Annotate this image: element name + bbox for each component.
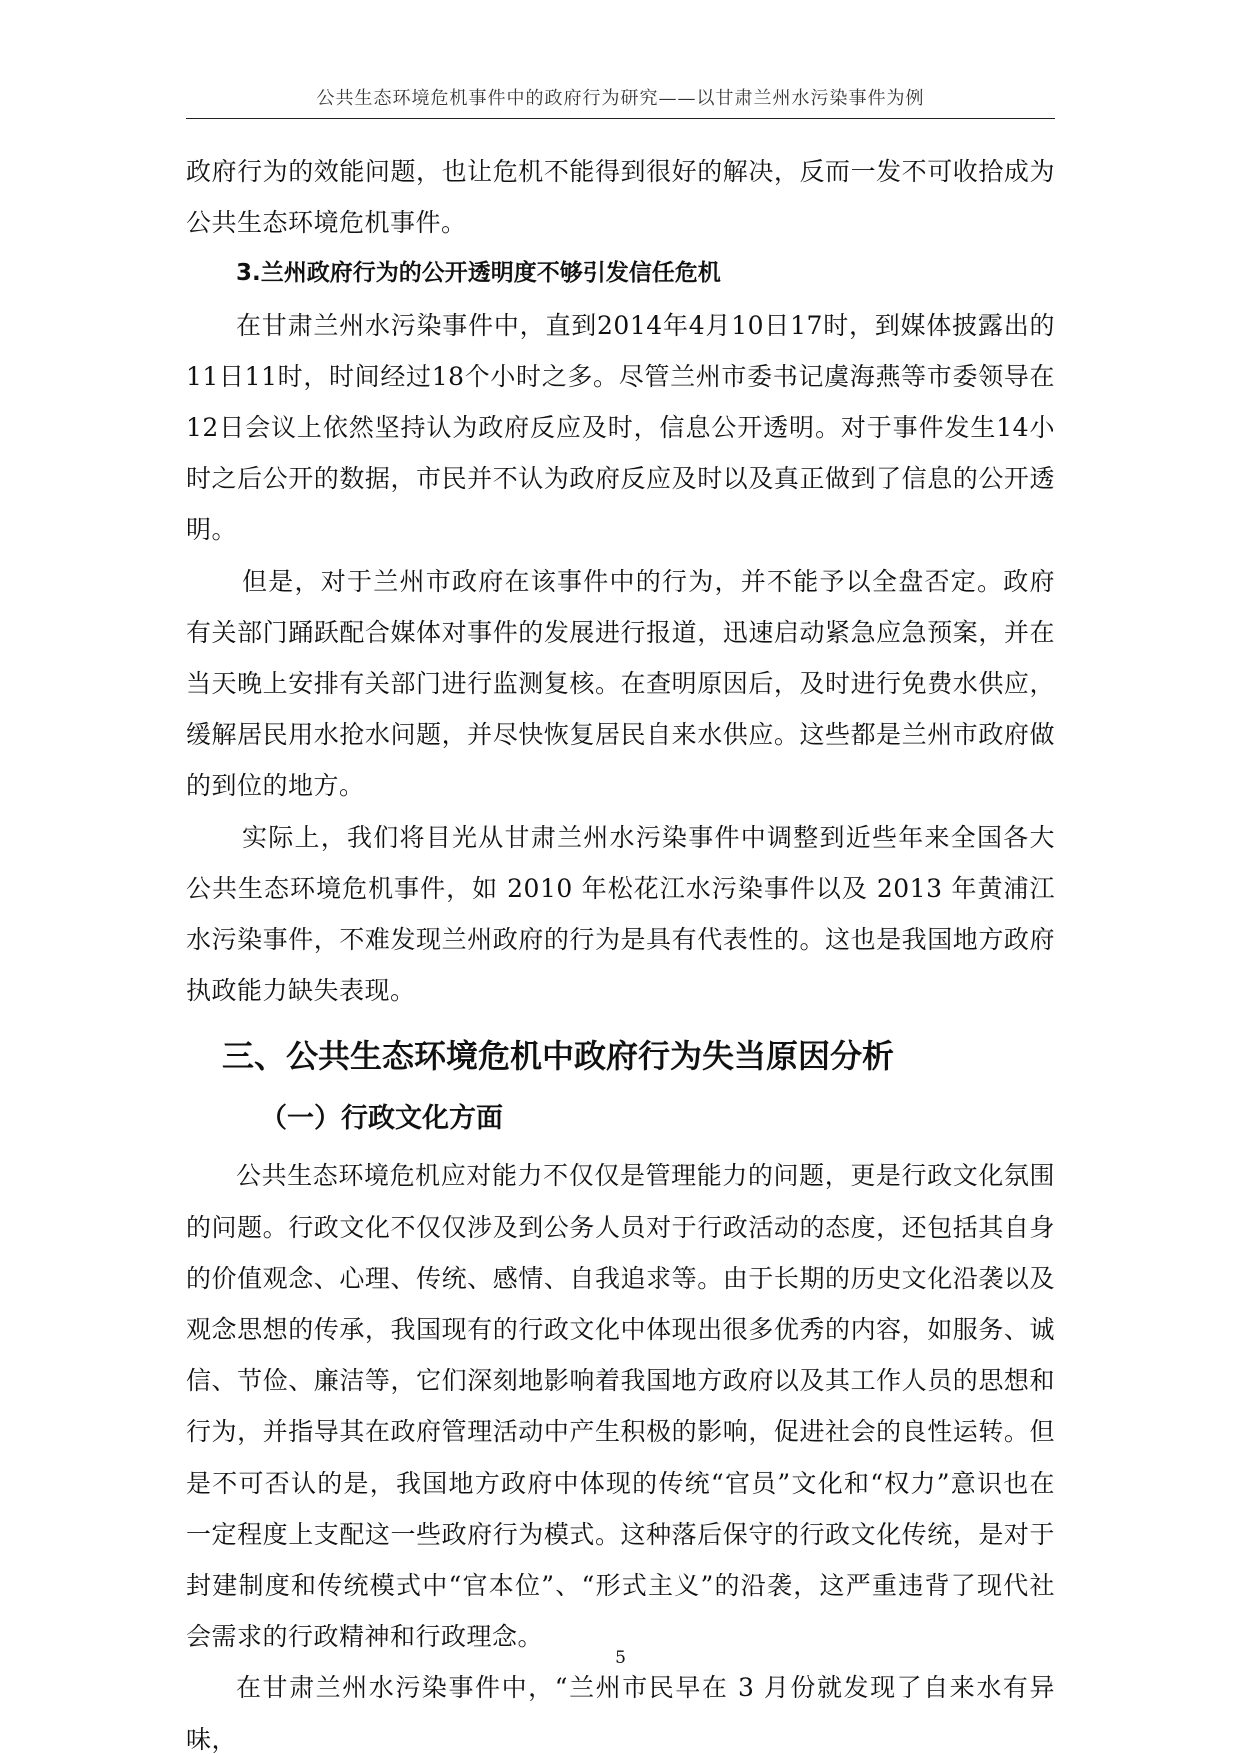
subheading-transparency: 3.兰州政府行为的公开透明度不够引发信任危机: [236, 260, 721, 287]
paragraph-continued: 政府行为的效能问题，也让危机不能得到很好的解决，反而一发不可收拾成为公共生态环境危机事件。: [186, 157, 1055, 238]
running-header: 公共生态环境危机事件中的政府行为研究——以甘肃兰州水污染事件为例: [316, 88, 925, 109]
page-number: 5: [615, 1648, 626, 1668]
subsection-title: （一）行政文化方面: [260, 1103, 503, 1135]
paragraph-in-fact: 实际上，我们将目光从甘肃兰州水污染事件中调整到近些年来全国各大公共生态环境危机事件，如 2010 年松花江水污染事件以及 2013 年黄浦江水污染事件，不难发现兰州政府的行为是具有代表性的。这也是我国地方政府执政能力缺失表现。: [186, 822, 1055, 1006]
section-title: 三、公共生态环境危机中政府行为失当原因分析: [222, 1037, 895, 1076]
paragraph-admin-culture: 公共生态环境危机应对能力不仅仅是管理能力的问题，更是行政文化氛围的问题。行政文化不仅仅涉及到公务人员对于行政活动的态度，还包括其自身的价值观念、心理、传统、感情、自我追求等。由于长期的历史文化沿袭以及观念思想的传承，我国现有的行政文化中体现出很多优秀的内容，如服务、诚信、节俭、廉洁等，它们深刻地影响着我国地方政府以及其工作人员的思想和行为，并指导其在政府管理活动中产生积极的影响，促进社会的良性运转。但是不可否认的是，我国地方政府中体现的传统“官员”文化和“权力”意识也在一定程度上支配这一些政府行为模式。这种落后保守的行政文化传统，是对于封建制度和传统模式中“官本位”、“形式主义”的沿袭，这严重违背了现代社会需求的行政精神和行政理念。: [186, 1161, 1055, 1652]
header-divider: [186, 118, 1055, 119]
paragraph-timeline: 在甘肃兰州水污染事件中，直到2014年4月10日17时，到媒体披露出的11日11时，时间经过18个小时之多。尽管兰州市委书记虞海燕等市委领导在12日会议上依然坚持认为政府反应及时，信息公开透明。对于事件发生14小时之后公开的数据，市民并不认为政府反应及时以及真正做到了信息的公开透明。: [186, 310, 1055, 545]
page-body: [186, 146, 1055, 1754]
paragraph-last: 在甘肃兰州水污染事件中，“兰州市民早在 3 月份就发现了自来水有异味，: [186, 1673, 1055, 1754]
paragraph-however: 但是，对于兰州市政府在该事件中的行为，并不能予以全盘否定。政府有关部门踊跃配合媒体对事件的发展进行报道，迅速启动紧急应急预案，并在当天晚上安排有关部门进行监测复核。在查明原因后，及时进行免费水供应，缓解居民用水抢水问题，并尽快恢复居民自来水供应。这些都是兰州市政府做的到位的地方。: [186, 566, 1055, 801]
